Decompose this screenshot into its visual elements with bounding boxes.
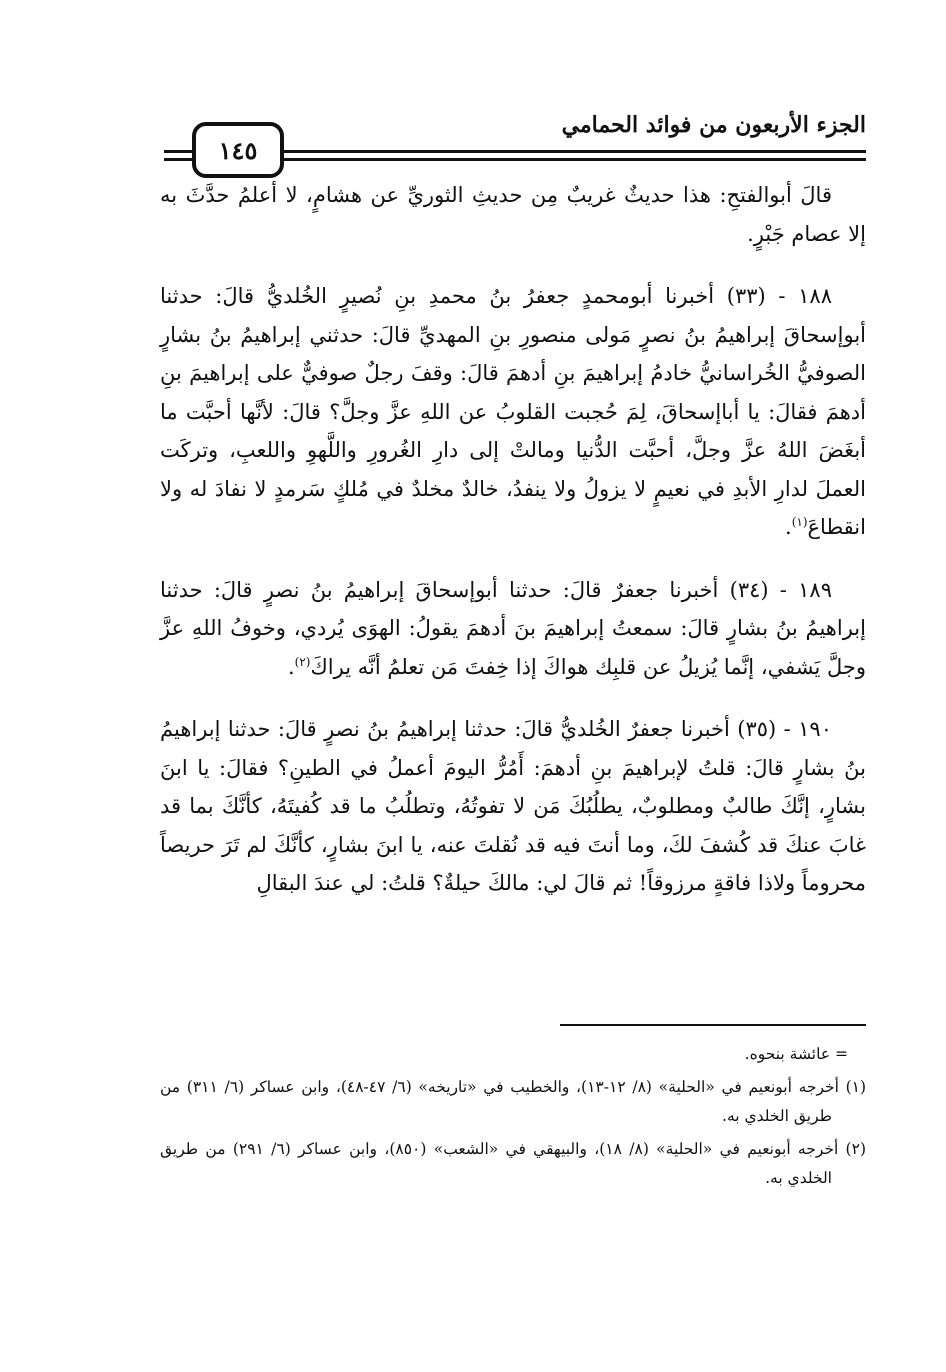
paragraph-188: ١٨٨ - (٣٣) أخبرنا أبومحمدٍ جعفرُ بنُ محمدِ بنِ نُصيرٍ الخُلديُّ قالَ: حدثنا أبوإسحاقَ إبراهيمُ بنُ نصرٍ مَولى منصورِ بنِ المهديِّ قالَ: حدثني إبراهيمُ بنُ بشارٍ الصوفيُّ الخُراسانيُّ خادمُ إبراهيمَ بنِ أدهمَ قالَ: وقفَ رجلٌ صوفيٌّ على إبراهيمَ بنِ أدهمَ فقالَ: يا أباإسحاقَ، لِمَ حُجبت القلوبُ عن اللهِ عزَّ وجلَّ؟ قالَ: لأنَّها أحبَّت ما أبغَضَ اللهُ عزَّ وجلَّ، أحبَّت الدُّنيا ومالتْ إلى دارِ الغُرورِ واللَّهوِ واللعبِ، وتركَت العملَ لدارِ الأبدِ في نعيمٍ لا يزولُ ولا ينفدُ، خالدٌ مخلدٌ في مُلكٍ سَرمدٍ لا نفادَ له ولا انقطاعَ$^{(١)}$. <box>160 284 866 539</box>
footnote-continuation: = عائشة بنحوه. <box>744 1045 848 1063</box>
footnote-ref-1: (١) <box>791 515 808 529</box>
footnote-2: (٢) أخرجه أبونعيم في «الحلية» (٨/ ١٨)، والبيهقي في «الشعب» (٨٥٠)، وابن عساكر (٦/ ٢٩١) من طريق الخلدي به. <box>160 1140 866 1187</box>
footnotes <box>160 1040 866 1197</box>
page-number-box <box>192 122 284 178</box>
paragraph-intro: قالَ أبوالفتحِ: هذا حديثٌ غريبٌ مِن حديثِ الثوريِّ عن هشامٍ، لا أعلمُ حدَّثَ به إلا عصام جَبْرٍ. <box>160 183 866 246</box>
footnote-separator <box>560 1024 866 1026</box>
paragraph-190: ١٩٠ - (٣٥) أخبرنا جعفرٌ الخُلديُّ قالَ: حدثنا إبراهيمُ بنُ نصرٍ قالَ: حدثنا إبراهيمُ بنُ بشارٍ قالَ: قلتُ لإبراهيمَ بنِ أدهمَ: أَمُرُّ اليومَ أعملُ في الطينِ؟ فقالَ: يا ابنَ بشارٍ، إنَّكَ طالبٌ ومطلوبٌ، يطلُبُكَ مَن لا تفوتُهُ، وتطلُبُ ما قد كُفيتَهُ، كأنَّكَ بما قد غابَ عنكَ قد كُشفَ لكَ، وما أنتَ فيه قد نُقلتَ عنه، يا ابنَ بشارٍ، كأنَّكَ لم تَرَ حريصاً محروماً ولاذا فاقةٍ مرزوقاً! ثم قالَ لي: مالكَ حيلةٌ؟ قلتُ: لي عندَ البقالِ <box>160 717 866 895</box>
paragraph-189: ١٨٩ - (٣٤) أخبرنا جعفرٌ قالَ: حدثنا أبوإسحاقَ إبراهيمُ بنُ نصرٍ قالَ: حدثنا إبراهيمُ بنُ بشارٍ قالَ: سمعتُ إبراهيمَ بنَ أدهمَ يقولُ: الهوَى يُردي، وخوفُ اللهِ عزَّ وجلَّ يَشفي، إنَّما يُزيلُ عن قلبِك هواكَ إذا خِفتَ مَن تعلمُ أنَّه يراكَ$^{(٢)}$. <box>160 577 866 679</box>
footnote-1: (١) أخرجه أبونعيم في «الحلية» (٨/ ١٢-١٣)، والخطيب في «تاريخه» (٦/ ٤٧-٤٨)، وابن عساكر (٦/ ٣١١) من طريق الخلدي به. <box>160 1078 867 1125</box>
book-title: الجزء الأربعون من فوائد الحمامي <box>561 112 866 138</box>
page-number: ١٤٥ <box>218 135 258 165</box>
footnote-ref-2: (٢) <box>294 654 311 669</box>
main-text <box>160 176 866 927</box>
running-header <box>164 104 866 174</box>
